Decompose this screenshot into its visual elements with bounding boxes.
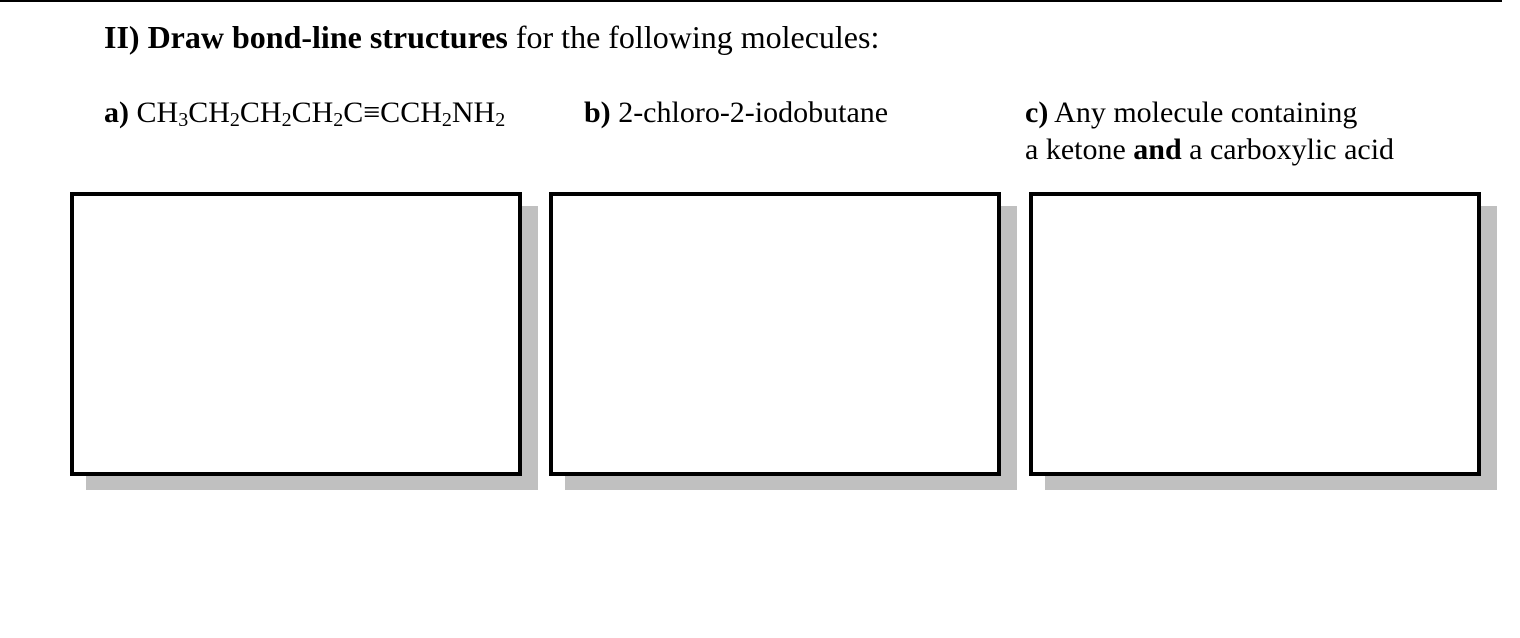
question-c-line1 xyxy=(1025,94,1394,131)
question-b xyxy=(584,94,888,131)
formula-part: C≡CCH xyxy=(343,96,442,129)
formula-subscript: 2 xyxy=(333,109,344,131)
section-heading xyxy=(104,17,879,57)
question-c-line2 xyxy=(1025,131,1394,168)
heading-instruction-text: for the following molecules: xyxy=(507,19,880,55)
answer-box-c[interactable] xyxy=(1029,192,1481,476)
question-c-line1-text: Any molecule containing xyxy=(1054,96,1358,129)
question-c-line2-before: a ketone xyxy=(1025,133,1134,166)
formula-subscript: 2 xyxy=(495,109,506,131)
question-b-text: 2-chloro-2-iodobutane xyxy=(618,96,889,129)
question-a-label: a) xyxy=(104,96,129,129)
heading-bold-text: II) Draw bond-line structures xyxy=(104,19,508,55)
question-c xyxy=(1025,94,1394,168)
formula-subscript: 2 xyxy=(441,109,452,131)
answer-box-b[interactable] xyxy=(549,192,1001,476)
formula-subscript: 2 xyxy=(281,109,292,131)
question-a xyxy=(104,94,505,131)
answer-box-a[interactable] xyxy=(70,192,522,476)
question-c-line2-bold: and xyxy=(1133,133,1182,166)
formula-subscript: 2 xyxy=(229,109,240,131)
question-c-line2-after: a carboxylic acid xyxy=(1181,133,1395,166)
formula-part: CH xyxy=(291,96,334,129)
question-c-label: c) xyxy=(1025,96,1049,129)
top-divider-line xyxy=(0,0,1502,2)
formula-part: CH xyxy=(188,96,230,129)
formula-part: CH xyxy=(239,96,282,129)
formula-part: NH xyxy=(451,96,496,129)
question-a-formula xyxy=(137,96,506,129)
formula-part: CH xyxy=(136,96,179,129)
question-b-label: b) xyxy=(584,96,611,129)
formula-subscript: 3 xyxy=(178,109,189,131)
